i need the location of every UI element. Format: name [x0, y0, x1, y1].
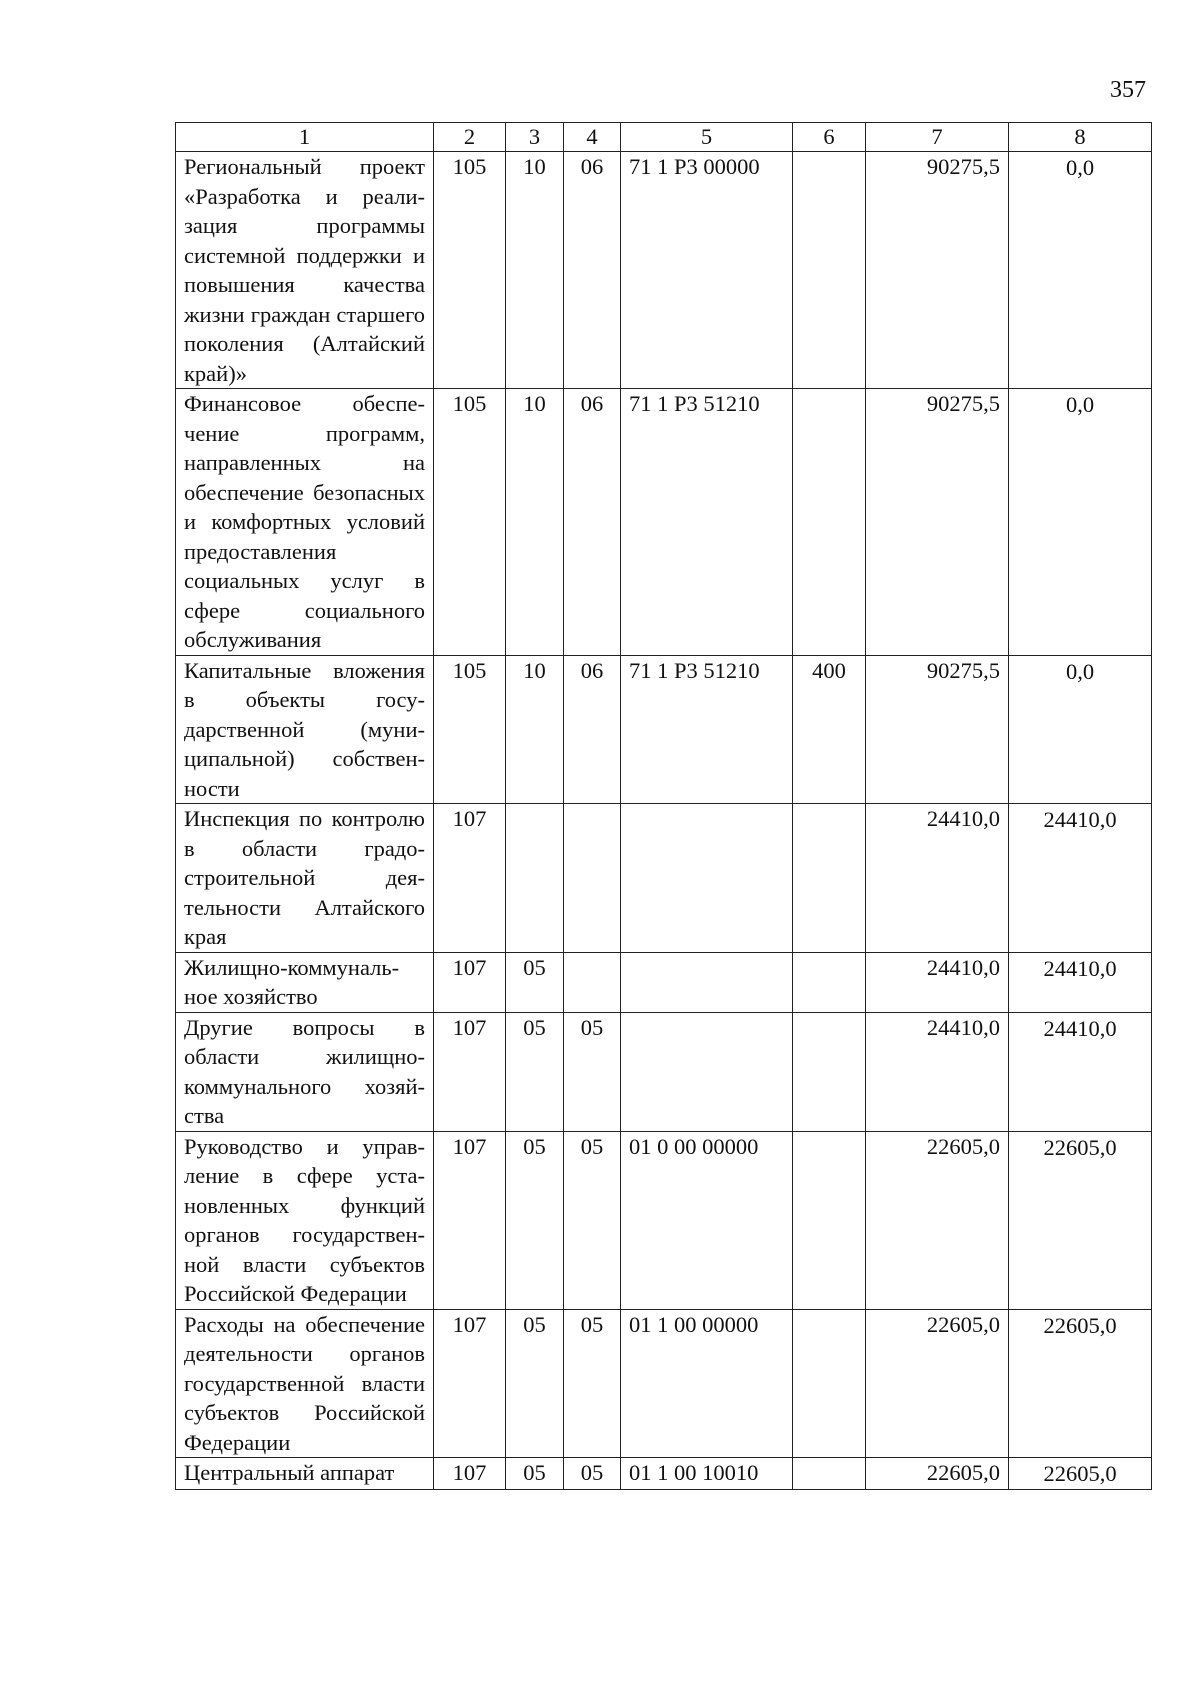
row-ved-cell: 105 — [434, 655, 506, 804]
row-pr-cell: 05 — [564, 1012, 621, 1131]
header-cell: 8 — [1009, 123, 1152, 152]
row-kcsr-cell: 71 1 Р3 00000 — [621, 152, 793, 389]
header-cell: 7 — [866, 123, 1009, 152]
row-name-cell: Жилищно-коммунальное хозяйство — [176, 952, 434, 1012]
row-rz-cell: 05 — [506, 1309, 564, 1458]
row-name-cell: Расходы на обеспечение деятельности органов государственной власти субъектов Российской Федерации — [176, 1309, 434, 1458]
row-pr-cell: 06 — [564, 152, 621, 389]
row-ved-cell: 107 — [434, 804, 506, 953]
row-sum1-cell: 24410,0 — [866, 952, 1009, 1012]
row-sum1-cell: 22605,0 — [866, 1309, 1009, 1458]
row-rz-cell: 05 — [506, 1012, 564, 1131]
row-vr-cell — [793, 804, 866, 953]
row-sum1-cell: 22605,0 — [866, 1458, 1009, 1490]
row-pr-cell: 05 — [564, 1458, 621, 1490]
row-sum2-cell: 0,0 — [1009, 655, 1152, 804]
row-kcsr-cell: 01 0 00 00000 — [621, 1131, 793, 1309]
row-name-cell: Другие вопросы в области жилищно-коммунального хозяйства — [176, 1012, 434, 1131]
row-pr-cell — [564, 804, 621, 953]
row-rz-cell: 10 — [506, 655, 564, 804]
row-sum2-cell: 22605,0 — [1009, 1309, 1152, 1458]
row-vr-cell — [793, 1458, 866, 1490]
row-sum1-cell: 24410,0 — [866, 1012, 1009, 1131]
row-ved-cell: 107 — [434, 1309, 506, 1458]
row-vr-cell — [793, 1012, 866, 1131]
row-sum1-cell: 90275,5 — [866, 389, 1009, 656]
header-cell: 3 — [506, 123, 564, 152]
row-name-cell: Руководство и управление в сфере установленных функций органов государственной власти субъектов Российской Федерации — [176, 1131, 434, 1309]
header-cell: 2 — [434, 123, 506, 152]
row-name-cell: Инспекция по контролю в области градостроительной деятельности Алтайского края — [176, 804, 434, 953]
row-sum1-cell: 90275,5 — [866, 152, 1009, 389]
row-pr-cell: 05 — [564, 1309, 621, 1458]
row-sum2-cell: 24410,0 — [1009, 952, 1152, 1012]
row-vr-cell — [793, 952, 866, 1012]
row-vr-cell — [793, 1309, 866, 1458]
row-rz-cell: 05 — [506, 1458, 564, 1490]
table-row — [176, 655, 1152, 804]
row-rz-cell: 05 — [506, 952, 564, 1012]
header-row — [176, 123, 1152, 152]
row-ved-cell: 107 — [434, 1458, 506, 1490]
row-pr-cell: 06 — [564, 389, 621, 656]
table-row — [176, 952, 1152, 1012]
header-cell: 5 — [621, 123, 793, 152]
row-kcsr-cell: 01 1 00 00000 — [621, 1309, 793, 1458]
header-cell: 6 — [793, 123, 866, 152]
row-kcsr-cell — [621, 804, 793, 953]
row-pr-cell — [564, 952, 621, 1012]
row-sum2-cell: 0,0 — [1009, 152, 1152, 389]
page-number: 357 — [1110, 77, 1146, 103]
row-ved-cell: 105 — [434, 389, 506, 656]
row-name-cell: Капитальные вложения в объекты государственной (муниципальной) собственности — [176, 655, 434, 804]
row-sum1-cell: 24410,0 — [866, 804, 1009, 953]
row-sum2-cell: 24410,0 — [1009, 804, 1152, 953]
row-sum2-cell: 22605,0 — [1009, 1131, 1152, 1309]
row-rz-cell: 10 — [506, 389, 564, 656]
row-pr-cell: 05 — [564, 1131, 621, 1309]
row-name-cell: Финансовое обеспечение программ, направленных на обеспечение безопасных и комфортных условий предоставления социальных услуг в сфере социального обслуживания — [176, 389, 434, 656]
table-row — [176, 152, 1152, 389]
row-rz-cell: 05 — [506, 1131, 564, 1309]
row-rz-cell — [506, 804, 564, 953]
row-sum2-cell: 24410,0 — [1009, 1012, 1152, 1131]
row-rz-cell: 10 — [506, 152, 564, 389]
row-sum2-cell: 0,0 — [1009, 389, 1152, 656]
table-row — [176, 1309, 1152, 1458]
row-kcsr-cell — [621, 952, 793, 1012]
row-kcsr-cell: 01 1 00 10010 — [621, 1458, 793, 1490]
table-row — [176, 389, 1152, 656]
row-ved-cell: 105 — [434, 152, 506, 389]
row-vr-cell: 400 — [793, 655, 866, 804]
row-vr-cell — [793, 389, 866, 656]
row-ved-cell: 107 — [434, 952, 506, 1012]
row-vr-cell — [793, 152, 866, 389]
row-vr-cell — [793, 1131, 866, 1309]
table-row — [176, 1131, 1152, 1309]
row-pr-cell: 06 — [564, 655, 621, 804]
budget-table — [175, 122, 1152, 1490]
row-kcsr-cell: 71 1 Р3 51210 — [621, 655, 793, 804]
row-kcsr-cell — [621, 1012, 793, 1131]
table-row — [176, 1458, 1152, 1490]
row-name-cell: Центральный аппарат — [176, 1458, 434, 1490]
row-kcsr-cell: 71 1 Р3 51210 — [621, 389, 793, 656]
row-name-cell: Региональный проект «Разработка и реализация программы системной поддержки и повышения качества жизни граждан старшего поколения (Алтайский край)» — [176, 152, 434, 389]
row-sum2-cell: 22605,0 — [1009, 1458, 1152, 1490]
header-cell: 4 — [564, 123, 621, 152]
table-row — [176, 804, 1152, 953]
row-sum1-cell: 22605,0 — [866, 1131, 1009, 1309]
row-sum1-cell: 90275,5 — [866, 655, 1009, 804]
row-ved-cell: 107 — [434, 1131, 506, 1309]
table-row — [176, 1012, 1152, 1131]
row-ved-cell: 107 — [434, 1012, 506, 1131]
header-cell: 1 — [176, 123, 434, 152]
